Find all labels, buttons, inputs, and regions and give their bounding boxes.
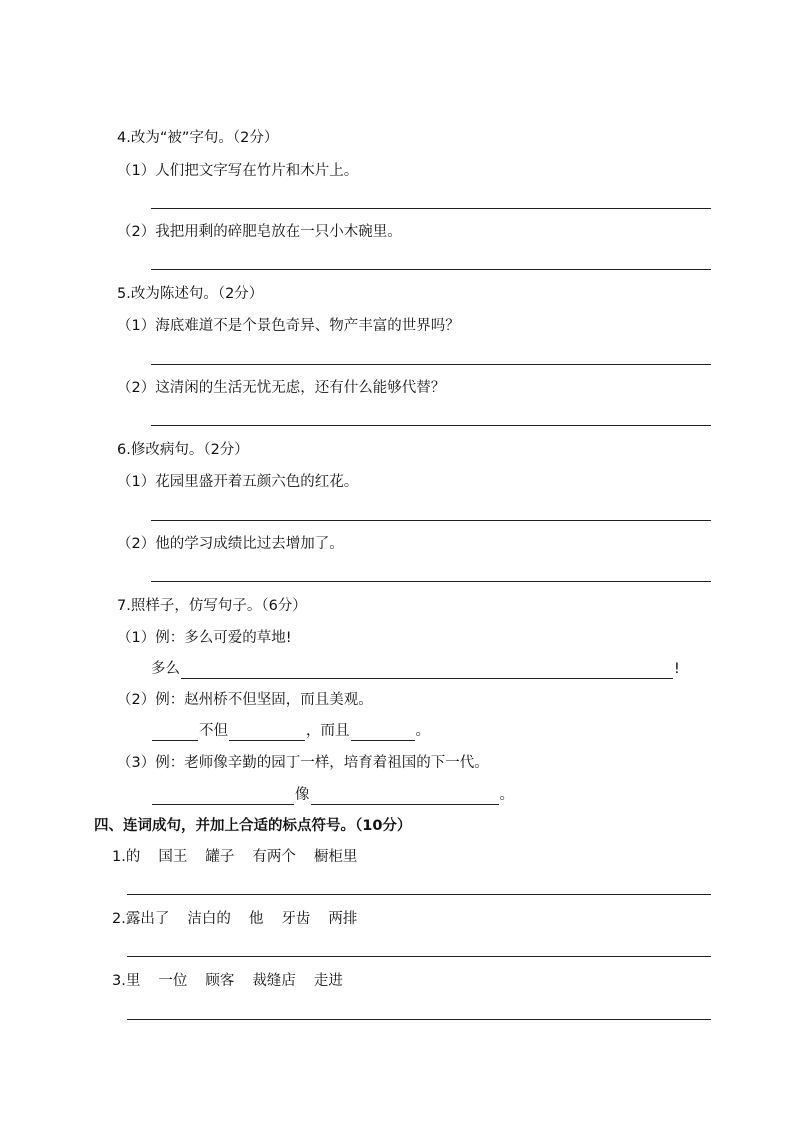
q7-example-2: （2）例：赵州桥不但坚固，而且美观。 <box>117 692 373 708</box>
q7-example-3: （3）例：老师像辛勤的园丁一样，培育着祖国的下一代。 <box>117 755 489 771</box>
s4-item-2-num: 2. <box>112 911 126 927</box>
q6-answer-line-2[interactable] <box>151 581 711 582</box>
s4-item-1-word-5: 橱柜里 <box>313 849 358 865</box>
s4-item-2-word-3: 他 <box>248 911 264 927</box>
s4-item-3-word-4: 裁缝店 <box>252 973 296 989</box>
q7-fill-row-1 <box>151 659 680 679</box>
q4-answer-line-2[interactable] <box>151 269 711 270</box>
q7-fill-2-end: 。 <box>415 723 430 739</box>
q4-title: 4.改为“被”字句。（2分） <box>117 130 279 146</box>
q7-fill-row-3 <box>151 785 514 805</box>
q5-answer-line-2[interactable] <box>151 425 711 426</box>
q5-title: 5.改为陈述句。（2分） <box>117 286 264 302</box>
q7-fill-2-blank-3[interactable] <box>351 724 415 741</box>
s4-item-2-word-5: 两排 <box>328 911 358 927</box>
s4-item-3-num: 3. <box>112 973 126 989</box>
q7-fill-3-end: 。 <box>499 787 514 803</box>
s4-item-3-word-3: 顾客 <box>205 973 235 989</box>
q7-title: 7.照样子，仿写句子。（6分） <box>117 598 307 614</box>
s4-item-1-word-3: 罐子 <box>205 849 235 865</box>
q7-fill-2-part-1: 不但 <box>199 723 228 739</box>
s4-item-2-word-4: 牙齿 <box>281 911 311 927</box>
s4-answer-line-3[interactable] <box>127 1019 711 1020</box>
q7-fill-1-blank[interactable] <box>181 662 673 679</box>
s4-item-3-word-1: 里 <box>125 973 141 989</box>
section-4-item-2 <box>112 909 357 929</box>
q7-fill-2-blank-1[interactable] <box>152 724 198 741</box>
s4-answer-line-1[interactable] <box>127 894 711 895</box>
s4-item-1-word-2: 国王 <box>158 849 188 865</box>
q7-example-1: （1）例：多么可爱的草地! <box>117 630 292 646</box>
q6-title: 6.修改病句。（2分） <box>117 442 249 458</box>
q7-fill-2-part-2: ，而且 <box>306 723 350 739</box>
q7-fill-row-2 <box>151 721 430 741</box>
q6-answer-line-1[interactable] <box>151 520 711 521</box>
q4-item-2: （2）我把用剩的碎肥皂放在一只小木碗里。 <box>117 224 402 240</box>
q5-answer-line-1[interactable] <box>151 364 711 365</box>
section-4-item-1 <box>112 847 357 867</box>
s4-item-3-word-2: 一位 <box>158 973 188 989</box>
q4-answer-line-1[interactable] <box>151 208 711 209</box>
s4-item-1-word-1: 的 <box>125 849 141 865</box>
q4-item-1: （1）人们把文字写在竹片和木片上。 <box>117 163 359 179</box>
section-4-heading: 四、连词成句，并加上合适的标点符号。（10分） <box>94 818 412 834</box>
q6-item-1: （1）花园里盛开着五颜六色的红花。 <box>117 474 359 490</box>
s4-item-3-word-5: 走进 <box>313 973 343 989</box>
q5-item-2: （2）这清闲的生活无忧无虑，还有什么能够代替？ <box>117 380 446 396</box>
q6-item-2: （2）他的学习成绩比过去增加了。 <box>117 536 344 552</box>
q7-fill-2-blank-2[interactable] <box>229 724 305 741</box>
s4-item-1-word-4: 有两个 <box>252 849 296 865</box>
s4-item-2-word-2: 洁白的 <box>187 911 231 927</box>
s4-answer-line-2[interactable] <box>127 956 711 957</box>
q5-item-1: （1）海底难道不是个景色奇异、物产丰富的世界吗？ <box>117 318 460 334</box>
s4-item-1-num: 1. <box>112 849 126 865</box>
q7-fill-1-suffix: ! <box>674 661 680 677</box>
q7-fill-3-mid: 像 <box>295 787 310 803</box>
q7-fill-3-blank-1[interactable] <box>152 788 294 805</box>
section-4-item-3 <box>112 971 343 991</box>
s4-item-2-word-1: 露出了 <box>125 911 170 927</box>
q7-fill-1-prefix: 多么 <box>151 661 180 677</box>
q7-fill-3-blank-2[interactable] <box>311 788 499 805</box>
